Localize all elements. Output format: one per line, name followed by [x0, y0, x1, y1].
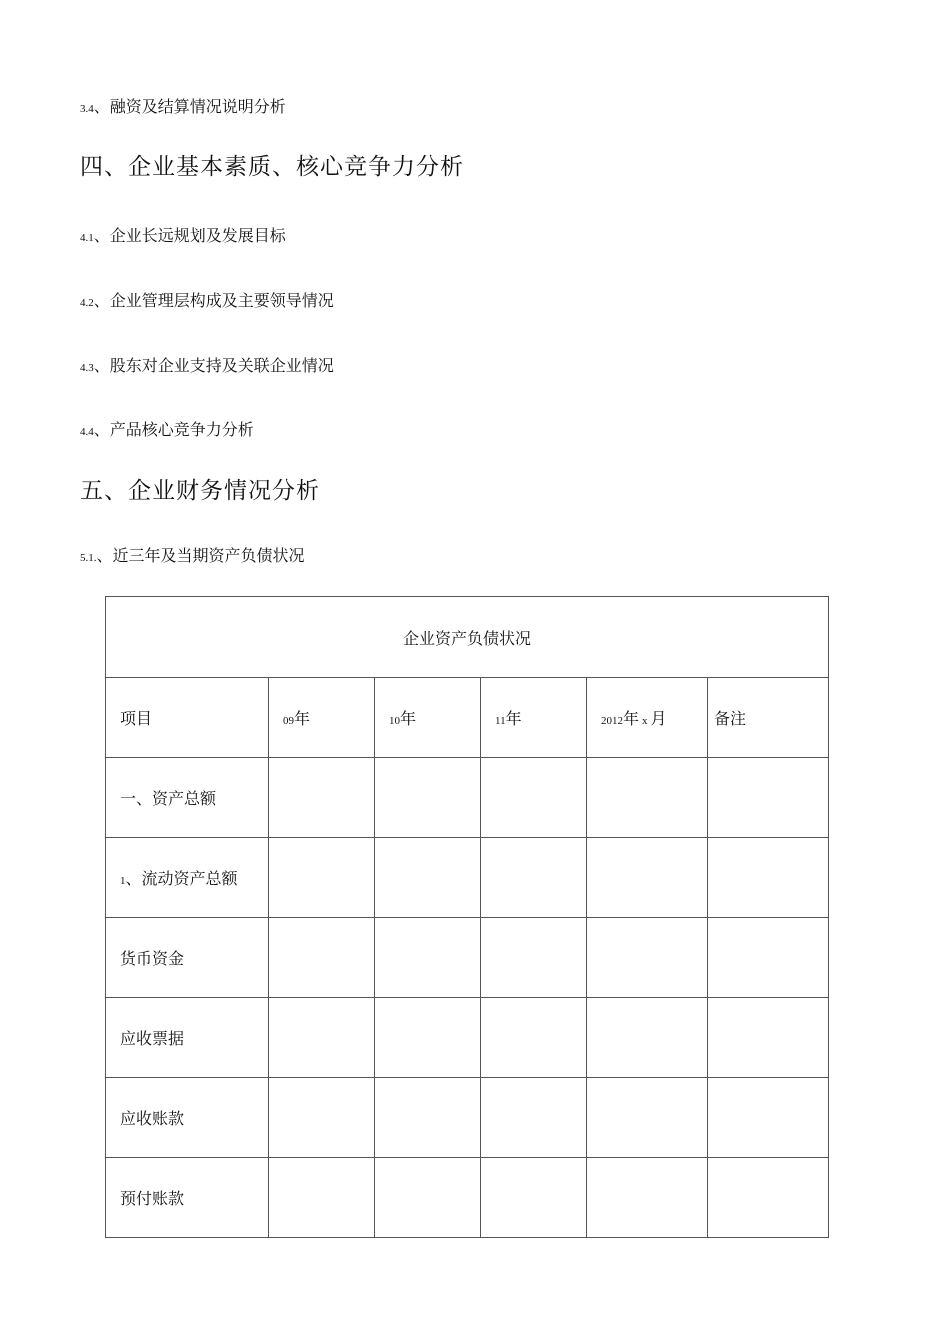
- cell: [587, 998, 708, 1078]
- cell: [269, 758, 375, 838]
- table-row: [106, 838, 829, 918]
- cell: [708, 758, 829, 838]
- cell: [481, 1078, 587, 1158]
- cell: [587, 838, 708, 918]
- cell: [708, 1158, 829, 1238]
- section-title: 、企业管理层构成及主要领导情况: [93, 291, 334, 310]
- cell: [269, 1158, 375, 1238]
- section-number: 5.1.: [80, 552, 97, 564]
- row-label: 一、资产总额: [106, 758, 269, 838]
- chapter-5-heading: 五、企业财务情况分析: [80, 478, 320, 504]
- cell: [708, 1078, 829, 1158]
- section-3-4: [80, 94, 286, 117]
- section-4-2: [80, 288, 334, 311]
- cell: [481, 838, 587, 918]
- cell: [269, 998, 375, 1078]
- cell: [375, 1158, 481, 1238]
- cell: [481, 998, 587, 1078]
- section-number: 3.4: [80, 103, 94, 115]
- cell: [587, 758, 708, 838]
- cell: [375, 838, 481, 918]
- section-title: 、近三年及当期资产负债状况: [96, 546, 305, 565]
- cell: [481, 758, 587, 838]
- section-number: 4.4: [80, 426, 94, 438]
- row-label: 应收账款: [106, 1078, 269, 1158]
- cell: [587, 1078, 708, 1158]
- section-title: 、产品核心竞争力分析: [93, 420, 254, 439]
- cell: [708, 998, 829, 1078]
- section-number: 4.1: [80, 232, 94, 244]
- header-2012: 2012年 x 月: [587, 678, 708, 758]
- table-row: [106, 1158, 829, 1238]
- table-row: [106, 1078, 829, 1158]
- header-item: 项目: [106, 678, 269, 758]
- cell: [375, 918, 481, 998]
- balance-sheet-table: [105, 596, 829, 1238]
- cell: [587, 918, 708, 998]
- cell: [481, 918, 587, 998]
- cell: [269, 918, 375, 998]
- cell: [269, 1078, 375, 1158]
- cell: [375, 1078, 481, 1158]
- section-4-1: [80, 223, 286, 246]
- cell: [269, 838, 375, 918]
- cell: [481, 1158, 587, 1238]
- header-2009: 09年: [269, 678, 375, 758]
- section-title: 、股东对企业支持及关联企业情况: [93, 356, 334, 375]
- cell: [708, 918, 829, 998]
- section-title: 、企业长远规划及发展目标: [93, 226, 286, 245]
- section-title: 、融资及结算情况说明分析: [93, 97, 286, 116]
- section-5-1: [80, 543, 305, 566]
- row-label: 应收票据: [106, 998, 269, 1078]
- row-label: 预付账款: [106, 1158, 269, 1238]
- section-number: 4.3: [80, 362, 94, 374]
- row-label: 货币资金: [106, 918, 269, 998]
- section-4-3: [80, 353, 334, 376]
- table-row: [106, 918, 829, 998]
- cell: [375, 998, 481, 1078]
- cell: [708, 838, 829, 918]
- cell: [375, 758, 481, 838]
- row-label: 1、流动资产总额: [106, 838, 269, 918]
- section-number: 4.2: [80, 297, 94, 309]
- cell: [587, 1158, 708, 1238]
- header-2010: 10年: [375, 678, 481, 758]
- table-row: [106, 758, 829, 838]
- header-2011: 11年: [481, 678, 587, 758]
- header-note: 备注: [708, 678, 829, 758]
- chapter-4-heading: 四、企业基本素质、核心竞争力分析: [80, 154, 464, 180]
- table-header-row: [106, 678, 829, 758]
- table-caption: 企业资产负债状况: [106, 597, 829, 678]
- table-row: [106, 998, 829, 1078]
- section-4-4: [80, 417, 254, 440]
